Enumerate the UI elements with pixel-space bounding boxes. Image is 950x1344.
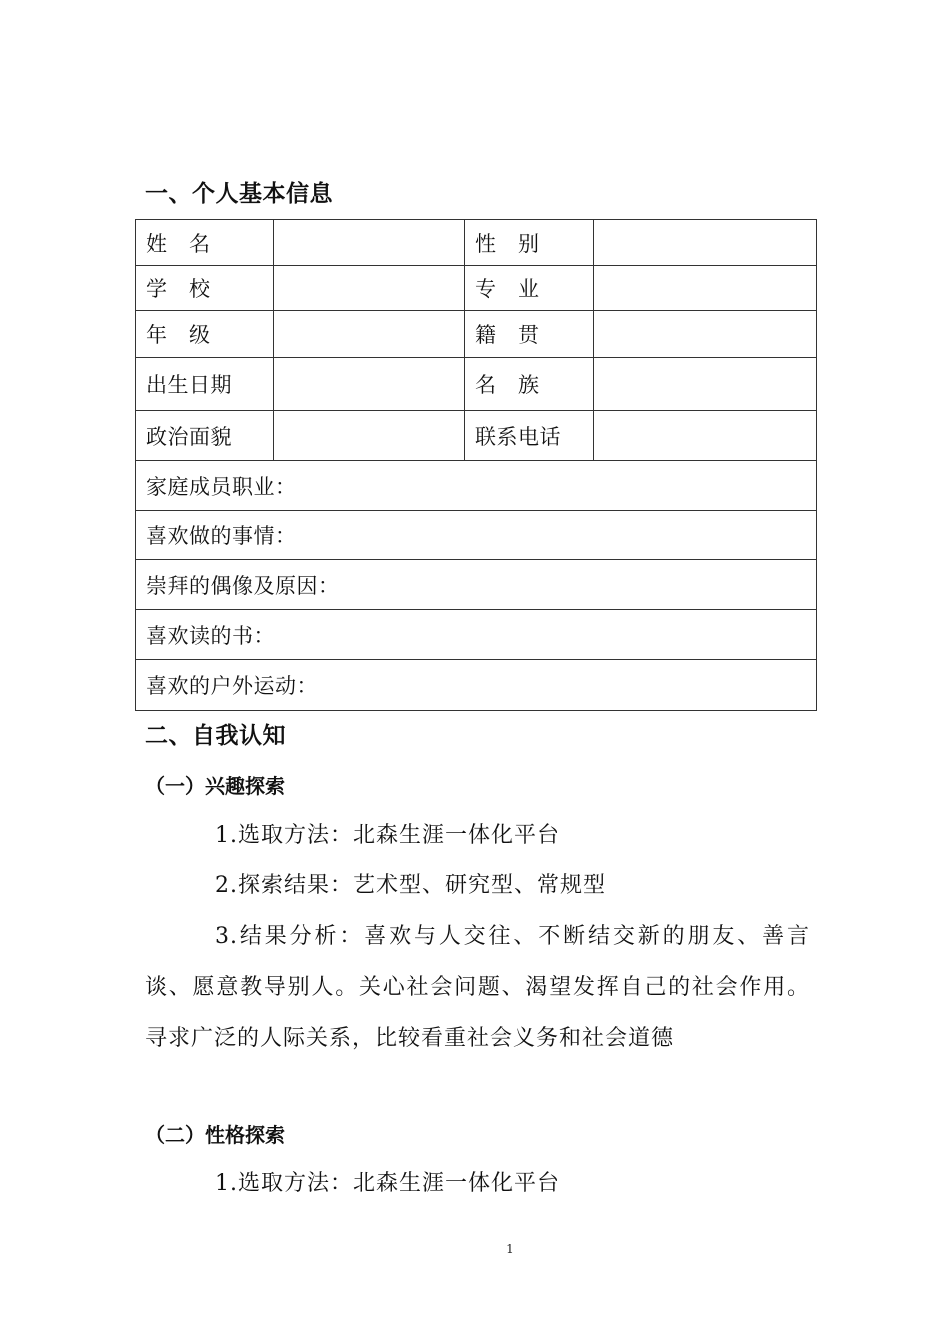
subsection-title-personality: （二）性格探索: [145, 1123, 285, 1147]
value-school[interactable]: [274, 266, 465, 311]
label-gender: 性 别: [465, 220, 594, 266]
hobbies-field[interactable]: 喜欢做的事情：: [136, 511, 817, 560]
idol-field[interactable]: 崇拜的偶像及原因：: [136, 560, 817, 610]
label-birthdate: 出生日期: [136, 358, 274, 411]
interest-method: 1.选取方法：北森生涯一体化平台: [215, 823, 560, 848]
value-major[interactable]: [594, 266, 817, 311]
table-row: [136, 560, 817, 610]
label-phone: 联系电话: [465, 411, 594, 461]
table-row: [136, 411, 817, 461]
value-ethnicity[interactable]: [594, 358, 817, 411]
value-phone[interactable]: [594, 411, 817, 461]
label-major: 专 业: [465, 266, 594, 311]
label-political-status: 政治面貌: [136, 411, 274, 461]
table-row: [136, 610, 817, 660]
table-row: [136, 660, 817, 711]
value-name[interactable]: [274, 220, 465, 266]
label-name: 姓 名: [136, 220, 274, 266]
outdoor-sports-field[interactable]: 喜欢的户外运动：: [136, 660, 817, 711]
value-grade[interactable]: [274, 311, 465, 358]
table-row: [136, 266, 817, 311]
interest-result: 2.探索结果：艺术型、研究型、常规型: [215, 873, 606, 898]
label-school: 学 校: [136, 266, 274, 311]
basic-info-table: [135, 219, 817, 711]
value-birthdate[interactable]: [274, 358, 465, 411]
table-row: [136, 461, 817, 511]
page-number: 1: [506, 1242, 514, 1256]
value-political-status[interactable]: [274, 411, 465, 461]
label-grade: 年 级: [136, 311, 274, 358]
value-hometown[interactable]: [594, 311, 817, 358]
table-row: [136, 511, 817, 560]
subsection-title-interest: （一）兴趣探索: [145, 774, 285, 798]
personality-method: 1.选取方法：北森生涯一体化平台: [215, 1171, 560, 1196]
favorite-books-field[interactable]: 喜欢读的书：: [136, 610, 817, 660]
section-title-basic-info: 一、个人基本信息: [145, 181, 333, 207]
table-row: [136, 311, 817, 358]
label-ethnicity: 名 族: [465, 358, 594, 411]
label-hometown: 籍 贯: [465, 311, 594, 358]
value-gender[interactable]: [594, 220, 817, 266]
section-title-self-awareness: 二、自我认知: [145, 723, 286, 749]
table-row: [136, 358, 817, 411]
family-occupation-field[interactable]: 家庭成员职业：: [136, 461, 817, 511]
interest-analysis: 3.结果分析：喜欢与人交往、不断结交新的朋友、善言谈、愿意教导别人。关心社会问题、渴望发挥自己的社会作用。寻求广泛的人际关系，比较看重社会义务和社会道德: [145, 924, 810, 1051]
table-row: [136, 220, 817, 266]
